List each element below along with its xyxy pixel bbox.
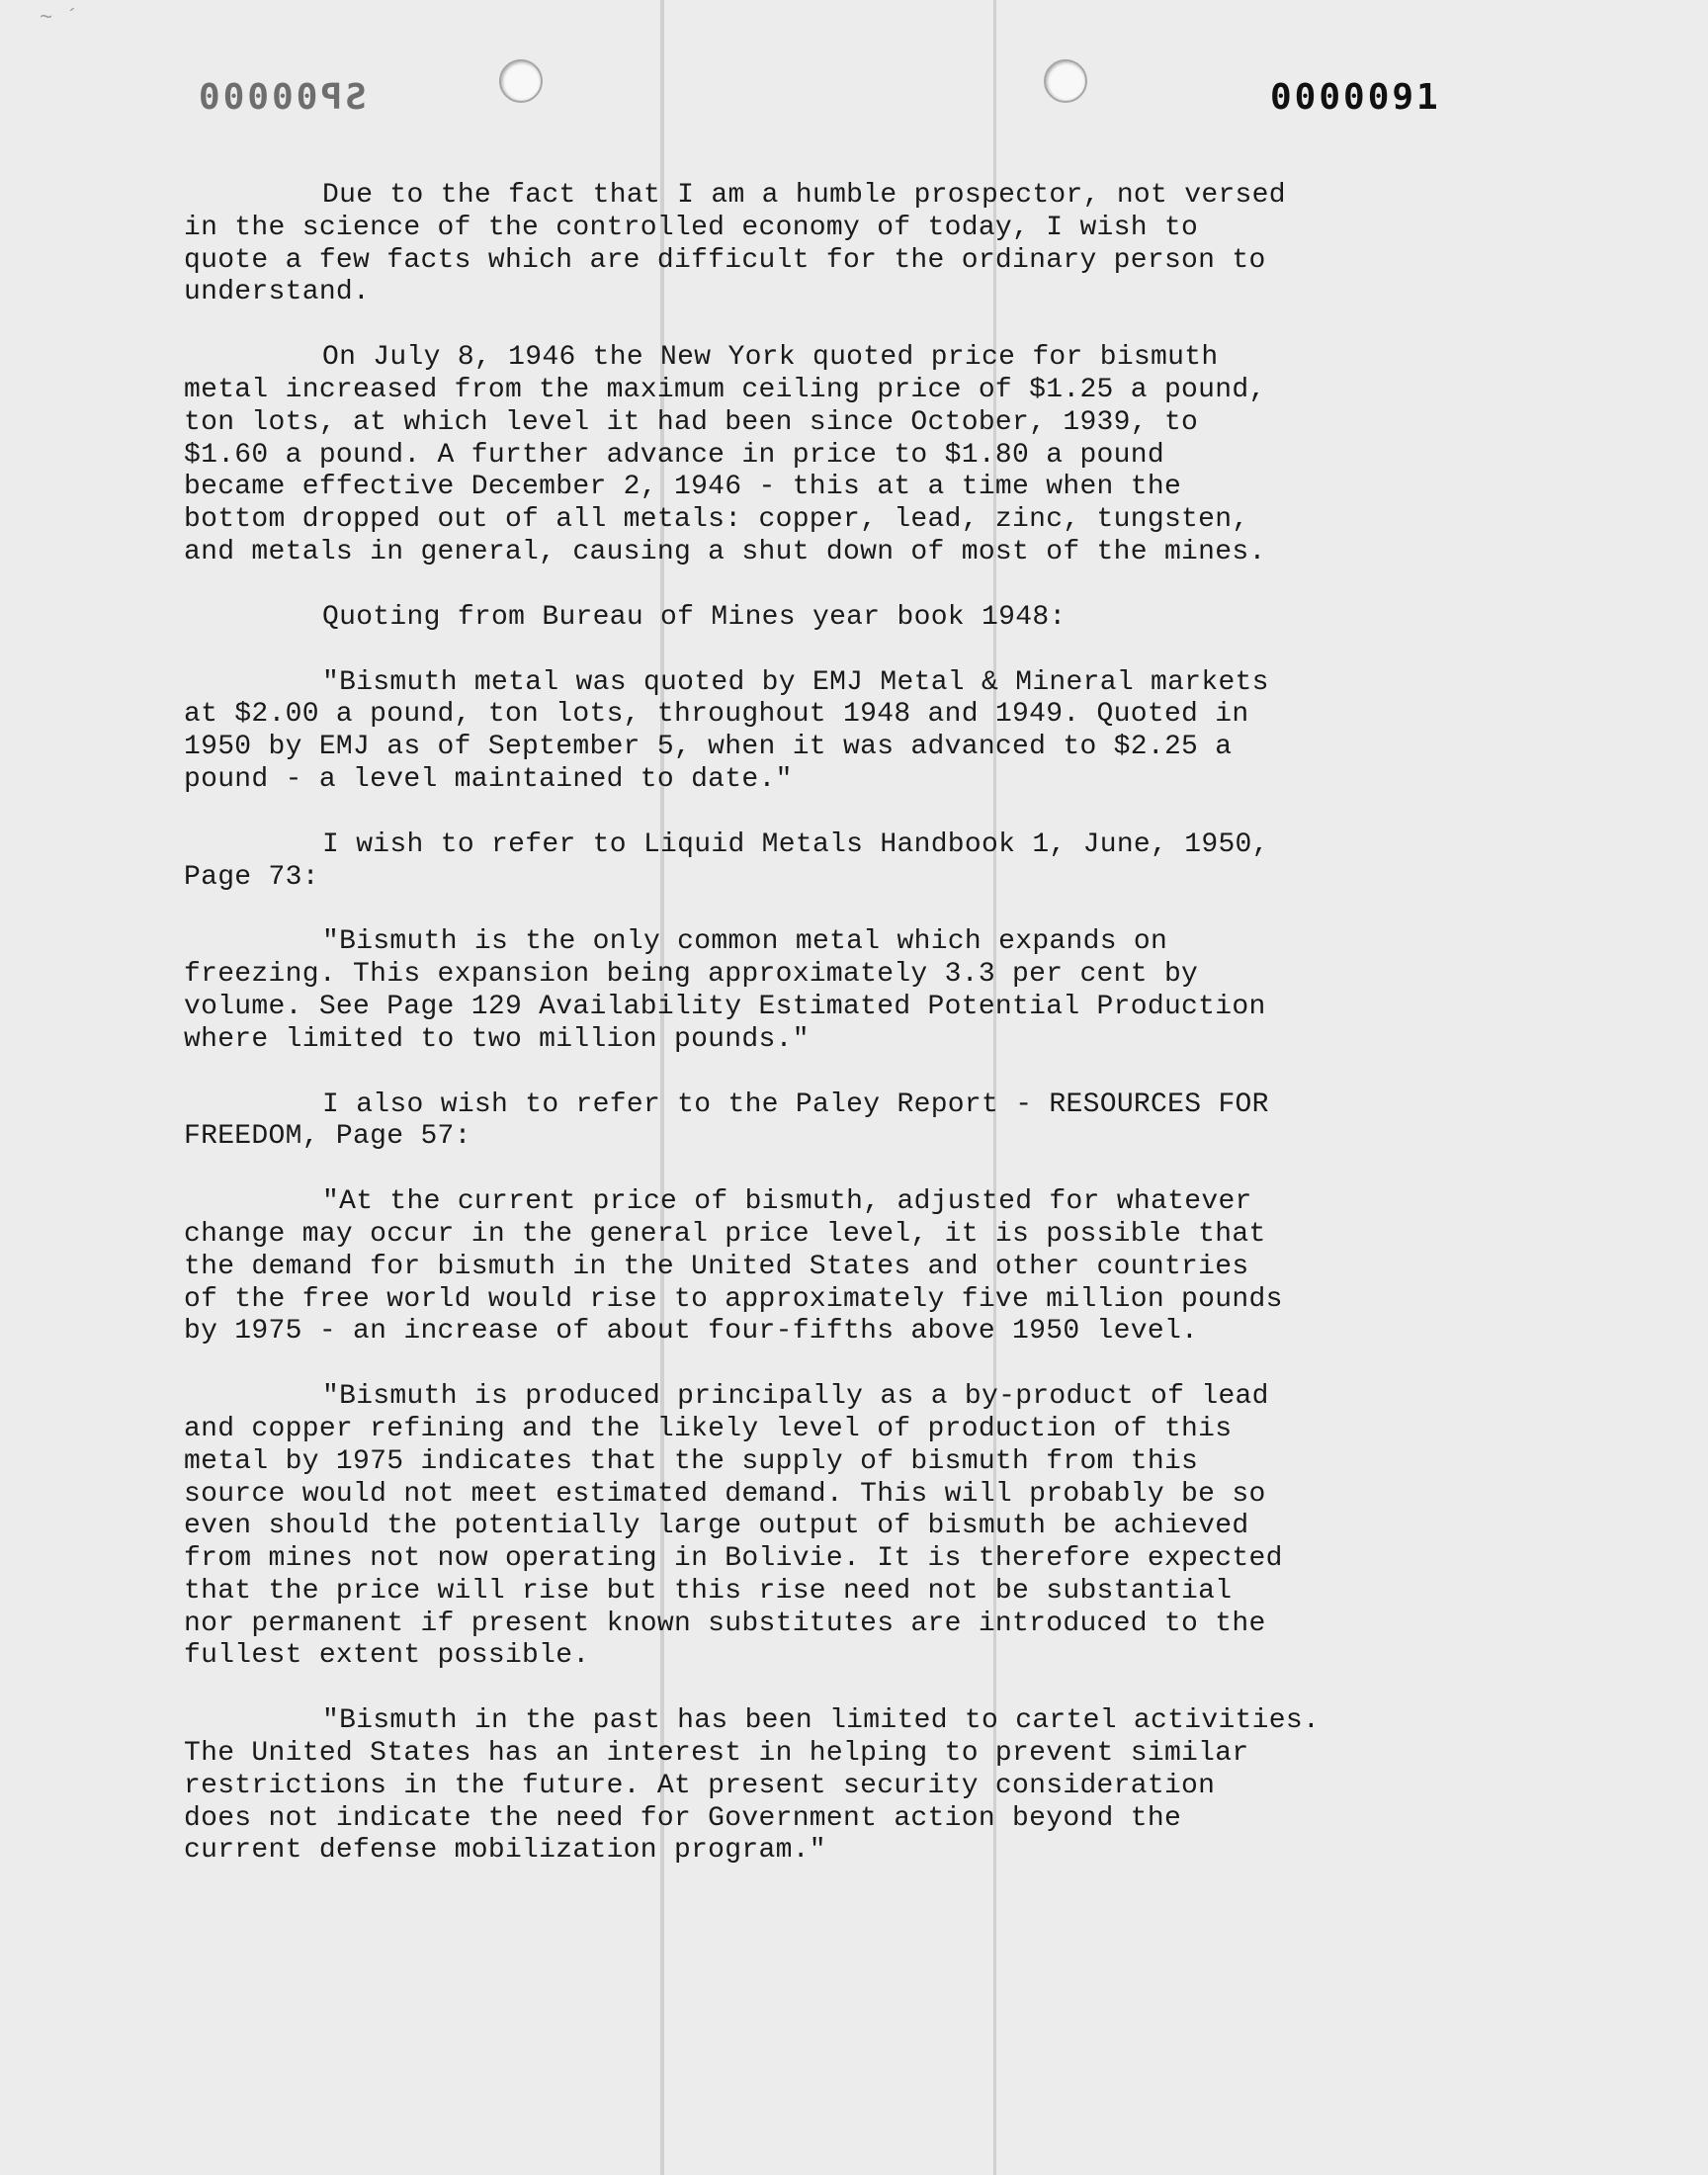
paragraph: I wish to refer to Liquid Metals Handbook 1, June, 1950, Page 73: bbox=[184, 828, 1269, 893]
bates-number-bleed-through: SP00000 bbox=[196, 77, 367, 118]
corner-pencil-mark: ~ ´ bbox=[40, 6, 79, 31]
quoted-paragraph: "At the current price of bismuth, adjusted for whatever change may occur in the general price level, it is possible that the demand for bismuth in the United States and other countries of the free world would rise to approximately five million pounds by 1975 - an increase of about four-fifths above 1950 level. bbox=[184, 1186, 1283, 1348]
quoted-paragraph: "Bismuth in the past has been limited to cartel activities. The United States has an interest in helping to prevent similar restrictions in the future. At present security consideration does not indicate the need for Government action beyond the current defense mobilization program." bbox=[184, 1705, 1321, 1867]
punch-hole bbox=[1044, 59, 1087, 103]
paragraph: Quoting from Bureau of Mines year book 1948: bbox=[322, 601, 1067, 633]
quoted-paragraph: "Bismuth metal was quoted by EMJ Metal & Mineral markets at $2.00 a pound, ton lots, throughout 1948 and 1949. Quoted in 1950 by EMJ as of September 5, when it was advanced to $2.25 a pound - a level maintained to date." bbox=[184, 666, 1269, 795]
quoted-paragraph: "Bismuth is the only common metal which expands on freezing. This expansion being approximately 3.3 per cent by volume. See Page 129 Availability Estimated Potential Production where limited to two million pounds." bbox=[184, 926, 1266, 1055]
punch-hole bbox=[499, 59, 543, 103]
bates-number: 0000091 bbox=[1270, 77, 1441, 118]
quoted-paragraph: "Bismuth is produced principally as a by-product of lead and copper refining and the likely level of production of this metal by 1975 indicates that the supply of bismuth from this source would not meet estimated demand. This will probably be so even should the potentially large output of bismuth be achieved from mines not now operating in Bolivie. It is therefore expected that the price will rise but this rise need not be substantial nor permanent if present known substitutes are introduced to the fullest extent possible. bbox=[184, 1381, 1283, 1672]
document-body bbox=[184, 180, 1494, 1900]
paragraph: I also wish to refer to the Paley Report - RESOURCES FOR FREEDOM, Page 57: bbox=[184, 1088, 1269, 1153]
paragraph: On July 8, 1946 the New York quoted price for bismuth metal increased from the maximum ceiling price of $1.25 a pound, ton lots, at which level it had been since October, 1939, to $1.60 a pound. A further advance in price to $1.80 a pound became effective December 2, 1946 - this at a time when the bottom dropped out of all metals: copper, lead, zinc, tungsten, and metals in general, causing a shut down of most of the mines. bbox=[184, 342, 1266, 567]
paragraph: Due to the fact that I am a humble prospector, not versed in the science of the controlled economy of today, I wish to quote a few facts which are difficult for the ordinary person to understand. bbox=[184, 180, 1286, 308]
